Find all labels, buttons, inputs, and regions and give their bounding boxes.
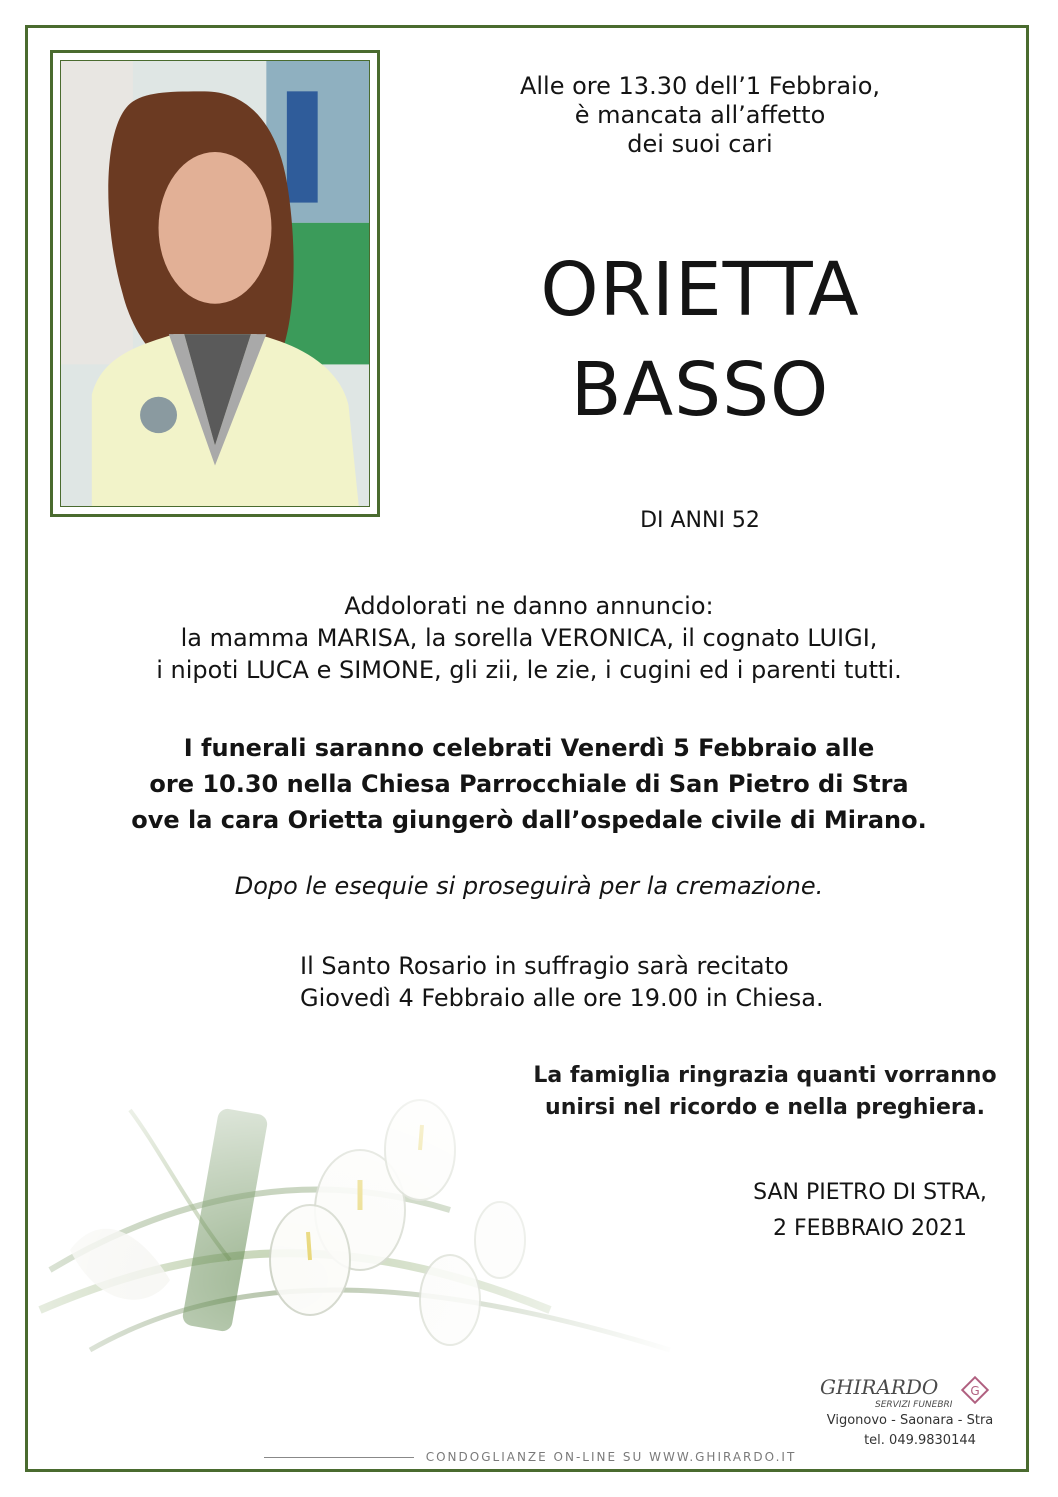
portrait-photo [60, 60, 370, 507]
footer-rule [264, 1457, 414, 1458]
family-thanks [470, 1060, 1058, 1124]
announcement-line: la mamma MARISA, la sorella VERONICA, il cognato LUIGI, [180, 624, 878, 652]
last-name: BASSO [570, 347, 830, 433]
thanks-line: La famiglia ringrazia quanti vorranno [533, 1063, 997, 1088]
funeral-line: ove la cara Orietta giungerò dall’ospedale civile di Mirano. [131, 806, 927, 834]
funeral-line: ore 10.30 nella Chiesa Parrocchiale di San Pietro di Stra [149, 770, 909, 798]
intro-line: dei suoi cari [627, 130, 773, 158]
intro-line: è mancata all’affetto [574, 101, 826, 129]
footer-text: CONDOGLIANZE ON-LINE SU WWW.GHIRARDO.IT [425, 1450, 797, 1464]
intro-text [400, 72, 1000, 159]
thanks-line: unirsi nel ricordo e nella preghiera. [545, 1095, 985, 1120]
footer-condolences [30, 1450, 1030, 1464]
rosario-line: Giovedì 4 Febbraio alle ore 19.00 in Chiesa. [300, 984, 824, 1012]
funeral-line: I funerali saranno celebrati Venerdì 5 Febbraio alle [183, 734, 875, 762]
rosario-line: Il Santo Rosario in suffragio sarà recitato [300, 952, 789, 980]
svg-text:G: G [970, 1384, 980, 1398]
announcement [30, 590, 1028, 686]
age: DI ANNI 52 [640, 508, 760, 533]
logo-address: Vigonovo - Saonara - Stra [826, 1413, 994, 1428]
logo-phone: tel. 049.9830144 [864, 1433, 976, 1448]
rosario-info [300, 950, 1058, 1014]
portrait-frame [50, 50, 380, 517]
logo-mark-icon [960, 1375, 990, 1405]
announcement-line: i nipoti LUCA e SIMONE, gli zii, le zie, i cugini ed i parenti tutti. [156, 656, 902, 684]
intro-line: Alle ore 13.30 dell’1 Febbraio, [519, 72, 881, 100]
place: SAN PIETRO DI STRA, [753, 1180, 987, 1205]
logo-name: GHIRARDO [820, 1375, 939, 1399]
date: 2 FEBBRAIO 2021 [773, 1216, 967, 1241]
deceased-name [450, 240, 950, 440]
announcement-line: Addolorati ne danno annuncio: [344, 592, 714, 620]
cremation-note: Dopo le esequie si proseguirà per la cremazione. [234, 872, 824, 900]
first-name: ORIETTA [540, 247, 860, 333]
place-date [640, 1175, 1058, 1247]
funeral-details [30, 730, 1028, 838]
logo-subtitle: SERVIZI FUNEBRI [875, 1400, 953, 1410]
